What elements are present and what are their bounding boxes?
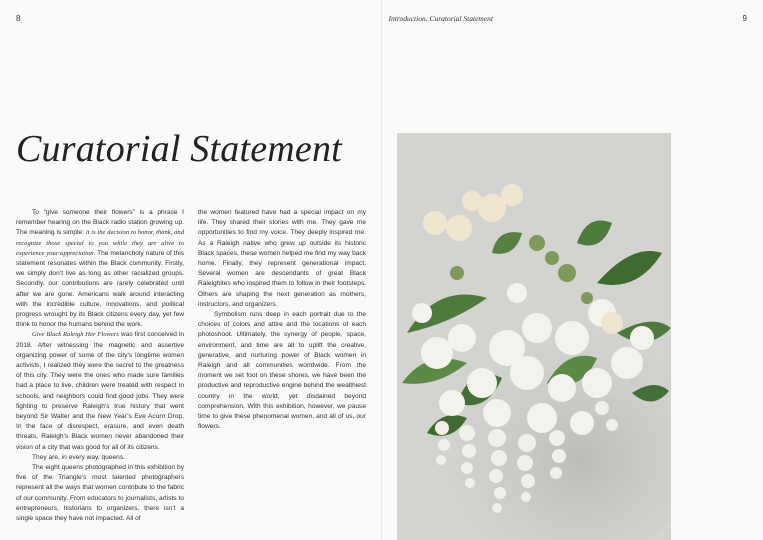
italic-title-run: Give Black Raleigh Her Flowers bbox=[32, 331, 119, 339]
italic-text-run: it is the decision to honor, thank, and recognize those special to you while they are alive to experience your appreciation. bbox=[16, 229, 184, 257]
paragraph: They are, in every way, queens. bbox=[32, 453, 125, 461]
paragraph bbox=[16, 330, 184, 452]
running-head: Introduction. Curatorial Statement bbox=[388, 14, 493, 23]
text-column-2 bbox=[198, 208, 366, 432]
paragraph: the women featured have had a special impact on my life. They shared their stories with me. They gave me opportunities to find my voice. They deeply inspired me. As a Raleigh native who grew up outside its historic Black spaces, these women helped me find my way back home. Finally, they represent generational impact. Several women are descendants of great Black Raleighites who inspired them to follow in their footsteps. Others are shaping the next generation as mothers, instructors, and organizers. bbox=[198, 209, 366, 308]
paragraph bbox=[16, 208, 184, 330]
text-column-1 bbox=[16, 208, 184, 524]
right-page-number: 9 bbox=[742, 14, 747, 23]
text-run: was first conceived in 2018. After witnessing the magnetic and assertive organizing power of some of the city’s longtime women activists, I realized they were the secret to the greatness of this city. They were the ones who made sure families had a place to live, children were treated with respect in schools, and neighbors could find good jobs. They were fighting to preserve Raleigh’s true history that went beyond Sir Walter and the New Year’s Eve Acorn Drop. In the face of disrespect, erasure, and even death threats, Raleigh’s Black women never abandoned their vision of a city that was good for all of its citizens. bbox=[16, 331, 184, 451]
text-run: The melancholy nature of this statement resonates within the Black community. Firstly, we simply don’t live as long as other racialized groups. Secondly, our contributions are rarely celebrated until after we are gone. Americans walk around interacting with the incredible culture, innovations, and political progress wrought by its Black citizens every day, yet few think to honor the humans behind the work. bbox=[16, 249, 184, 329]
gutter bbox=[381, 0, 382, 540]
paragraph: The eight queens photographed in this exhibition by five of the Triangle’s most talented photographers represent all the ways that women contribute to the fabric of our community. From educators to journalists, artists to entrepreneurs, historians to organizers, there isn’t a single space they have not impacted. All of bbox=[16, 464, 184, 523]
flower-arrangement-photo bbox=[397, 133, 671, 540]
page-title: Curatorial Statement bbox=[16, 128, 342, 171]
flower-arrangement-illustration bbox=[397, 133, 671, 540]
paragraph: Symbolism runs deep in each portrait due to the choices of colors and attire and the locations of each photoshoot. Ultimately, the synergy of people, space, environment, and time are all to uplift the creative, generative, and nurturing power of Black women in Raleigh and all communities worldwide. From the moment we set foot on these shores, we have been the productive and reproductive engine behind the wealthiest country in the world, yet disdained beyond comprehension. With this exhibition, however, we pause time to give these phenomenal women, and all of us, our flowers. bbox=[198, 311, 366, 431]
left-page-number: 8 bbox=[16, 14, 21, 23]
text-run: To “give someone their flowers” is a phrase I remember hearing on the Black radio station growing up. The meaning is simple: bbox=[16, 209, 184, 237]
